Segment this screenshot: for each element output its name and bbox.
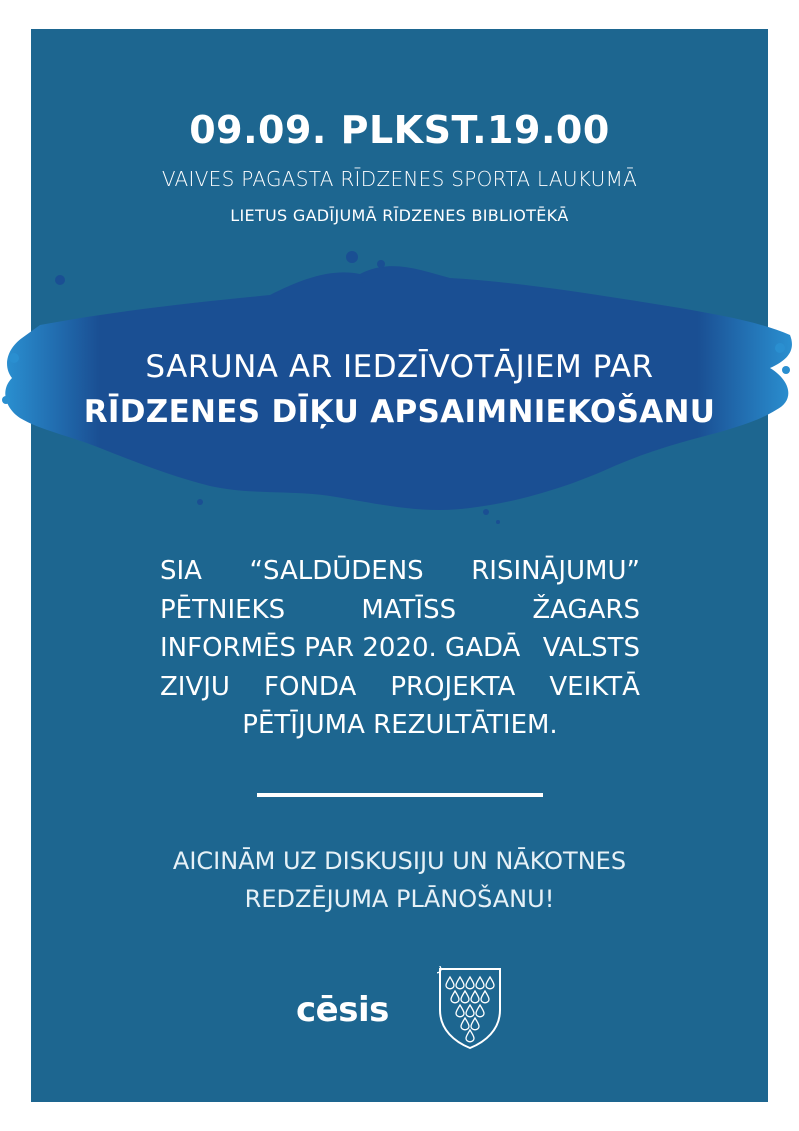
body-word: INFORMĒS PAR 2020. GADĀ — [160, 633, 521, 663]
body-line — [160, 552, 640, 591]
cesis-logo-text: cēsis — [296, 990, 389, 1030]
body-word: ŽAGARS — [532, 594, 640, 625]
body-word: VALSTS — [542, 633, 640, 663]
body-word: MATĪSS — [361, 594, 457, 625]
body-word: RISINĀJUMU” — [471, 556, 640, 586]
body-word: “SALDŪDENS — [249, 556, 424, 586]
paint-splash-decoration — [0, 240, 799, 540]
rain-venue-note: LIETUS GADĪJUMĀ RĪDZENES BIBLIOTĒKĀ — [230, 206, 569, 225]
event-venue: VAIVES PAGASTA RĪDZENES SPORTA LAUKUMĀ — [161, 167, 638, 191]
headline-line-2: RĪDZENES DĪĶU APSAIMNIEKOŠANU — [83, 394, 716, 430]
body-word: PĒTNIEKS — [160, 594, 286, 625]
body-line — [160, 668, 640, 707]
body-line — [160, 629, 640, 668]
body-word: ZIVJU — [160, 671, 230, 702]
cesis-coat-of-arms-icon — [437, 966, 503, 1050]
body-line — [160, 591, 640, 630]
body-word: PĒTĪJUMA REZULTĀTIEM. — [242, 710, 558, 740]
invitation-line-2: REDZĒJUMA PLĀNOŠANU! — [244, 885, 555, 913]
body-word: FONDA — [264, 671, 357, 702]
invitation-line-1: AICINĀM UZ DISKUSIJU UN NĀKOTNES — [172, 847, 627, 875]
invitation-text — [0, 842, 799, 918]
body-word: SIA — [160, 556, 202, 586]
headline-line-1: SARUNA AR IEDZĪVOTĀJIEM PAR — [145, 349, 654, 385]
body-line — [160, 706, 640, 745]
event-datetime: 09.09. PLKST.19.00 — [189, 108, 610, 152]
body-paragraph — [160, 552, 640, 745]
body-word: VEIKTĀ — [549, 671, 640, 702]
body-word: PROJEKTA — [390, 671, 516, 702]
divider-line — [257, 793, 543, 797]
